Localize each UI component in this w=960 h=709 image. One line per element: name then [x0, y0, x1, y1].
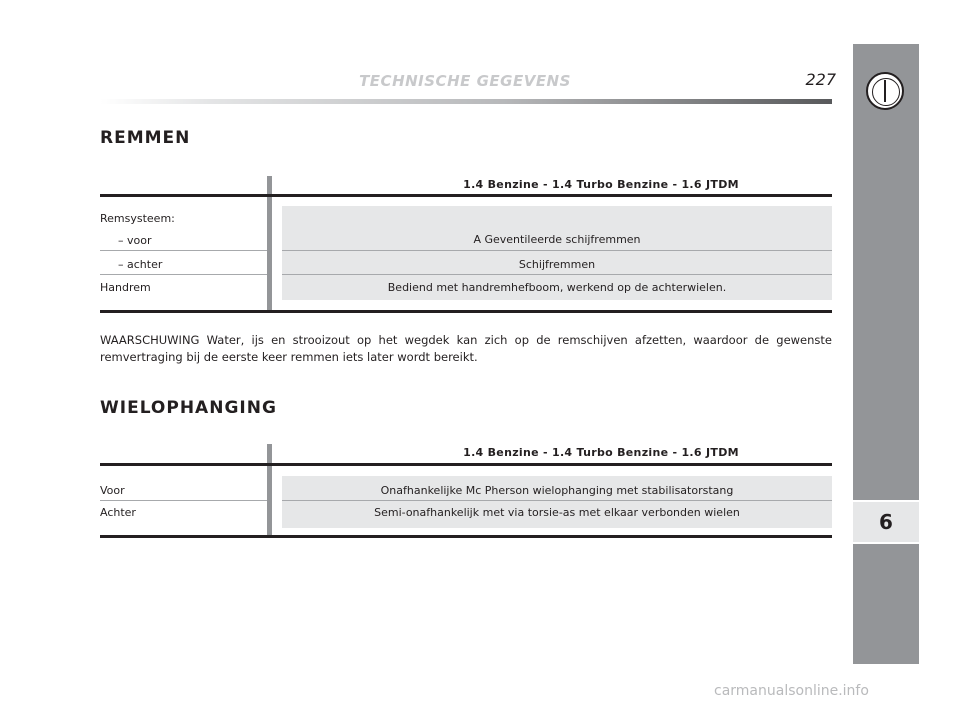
row-label-achter: – achter	[118, 258, 163, 271]
row-rule	[282, 274, 832, 275]
page-header-title: TECHNISCHE GEGEVENS	[359, 72, 571, 90]
warning-paragraph: WAARSCHUWING Water, ijs en strooizout op het wegdek kan zich op de remschijven afzetten, waardoor de gewenste remvertraging bij de eerste keer remmen iets later wordt bereikt.	[100, 333, 832, 364]
row-label-voor: Voor	[100, 484, 125, 497]
table-bottom-rule	[100, 310, 832, 313]
row-rule	[100, 274, 267, 275]
row-rule	[100, 250, 267, 251]
row-rule	[282, 500, 832, 501]
row-value-achter: Schijfremmen	[518, 258, 596, 271]
row-value-achter: Semi-onafhankelijk met via torsie-as met elkaar verbonden wielen	[374, 506, 740, 519]
watermark-text: carmanualsonline.info	[714, 683, 869, 699]
table-divider	[267, 444, 272, 536]
row-rule	[100, 500, 267, 501]
page-number: 227	[805, 70, 836, 89]
row-label-handrem: Handrem	[100, 281, 151, 294]
chapter-tab[interactable]: 6	[853, 500, 919, 544]
header-rule-line	[100, 194, 832, 197]
wielophanging-column-header: 1.4 Benzine - 1.4 Turbo Benzine - 1.6 JTDM	[463, 446, 739, 459]
alfa-romeo-logo-icon	[866, 72, 904, 110]
section-title-remmen: REMMEN	[100, 128, 191, 148]
row-label-remsysteem: Remsysteem:	[100, 212, 175, 225]
remmen-table	[100, 170, 832, 320]
header-rule-line	[100, 463, 832, 466]
remmen-column-header: 1.4 Benzine - 1.4 Turbo Benzine - 1.6 JTDM	[463, 178, 739, 191]
row-value-voor: A Geventileerde schijfremmen	[473, 233, 641, 246]
chapter-sidebar	[853, 44, 919, 664]
row-label-achter: Achter	[100, 506, 136, 519]
wielophanging-table	[100, 442, 832, 542]
row-value-voor: Onafhankelijke Mc Pherson wielophanging met stabilisatorstang	[380, 484, 734, 497]
table-bottom-rule	[100, 535, 832, 538]
row-value-handrem: Bediend met handremhefboom, werkend op de achterwielen.	[387, 281, 727, 294]
section-title-wielophanging: WIELOPHANGING	[100, 398, 277, 418]
row-label-voor: – voor	[118, 234, 152, 247]
row-rule	[282, 250, 832, 251]
header-rule	[100, 99, 832, 104]
